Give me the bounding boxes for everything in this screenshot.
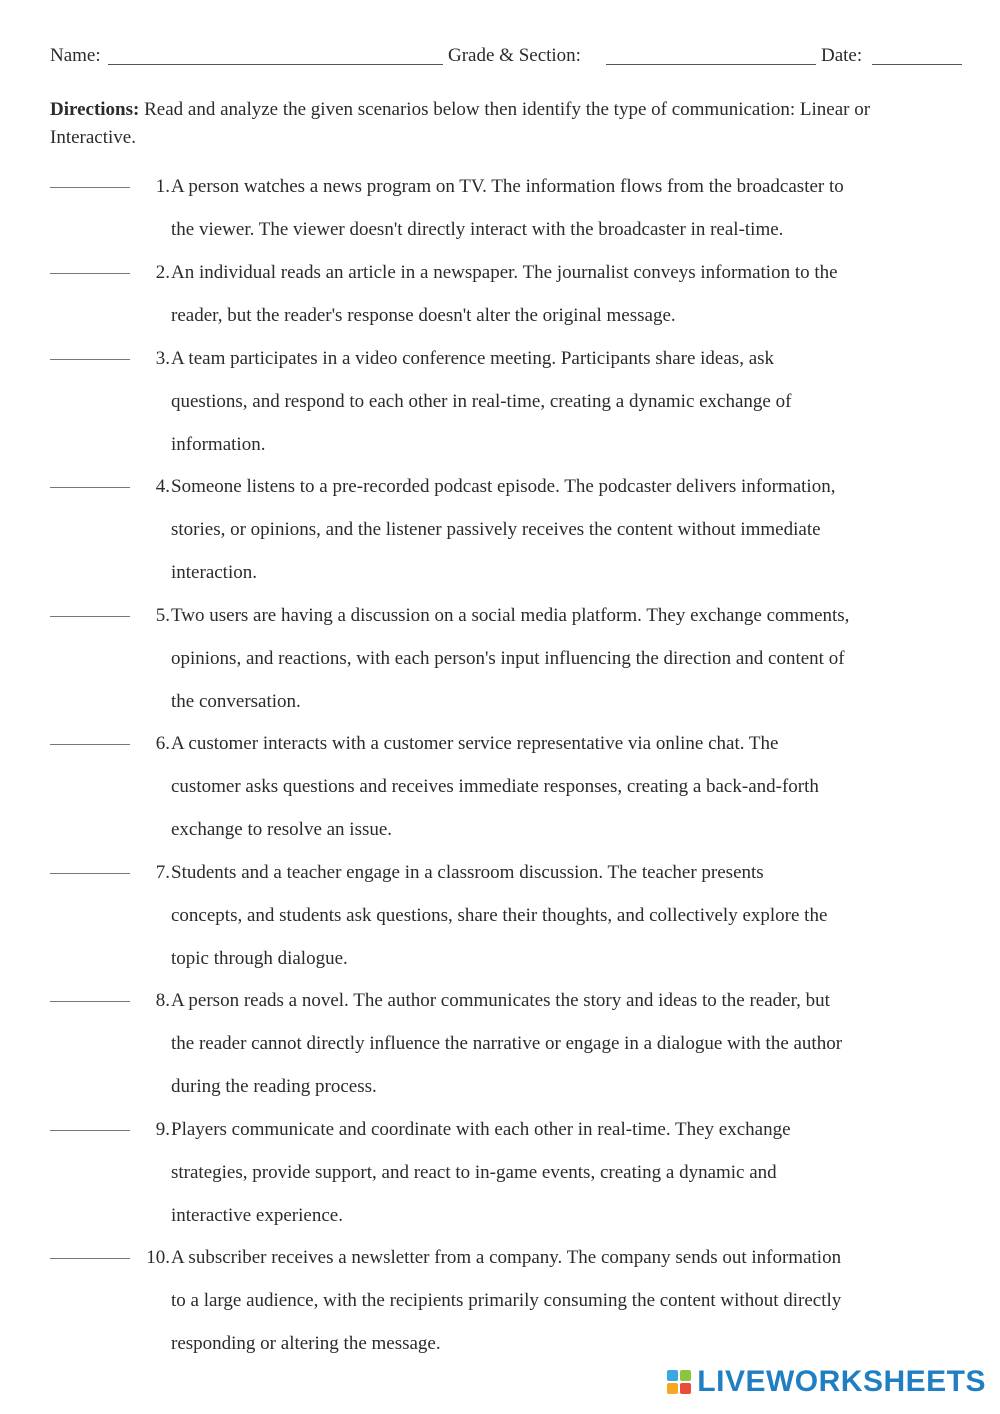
- item-text: A team participates in a video conference meeting. Participants share ideas, ask questions, and respond to each other in real-time, creating a dynamic exchange of information.: [171, 348, 792, 455]
- header-row: [50, 42, 962, 70]
- logo-block: [667, 1383, 678, 1394]
- answer-blank[interactable]: [50, 1258, 130, 1259]
- item-text: A person reads a novel. The author communicates the story and ideas to the reader, but the reader cannot directly influence the narrative or engage in a dialogue with the author during the reading process.: [171, 990, 843, 1097]
- brand-text: LIVEWORKSHEETS: [697, 1365, 986, 1398]
- name-field[interactable]: [108, 64, 443, 65]
- item-text: A person watches a news program on TV. The information flows from the broadcaster to the viewer. The viewer doesn't directly interact with the broadcaster in real-time.: [171, 176, 844, 240]
- directions-label: Directions:: [50, 99, 140, 120]
- answer-blank[interactable]: [50, 1001, 130, 1002]
- item-number: 9.: [155, 1119, 170, 1140]
- item-text: Two users are having a discussion on a social media platform. They exchange comments, opinions, and reactions, with each person's input influencing the direction and content of the conversation.: [171, 605, 850, 712]
- answer-blank[interactable]: [50, 873, 130, 874]
- directions: [50, 96, 950, 152]
- grade-section-field[interactable]: [606, 64, 816, 65]
- item-number: 8.: [155, 990, 170, 1011]
- item-number: 1.: [155, 176, 170, 197]
- item-text: A subscriber receives a newsletter from a company. The company sends out information to a large audience, with the recipients primarily consuming the content without directly responding or altering the message.: [171, 1247, 842, 1354]
- logo-block: [667, 1370, 678, 1381]
- item-number: 5.: [155, 605, 170, 626]
- item-number: 4.: [155, 476, 170, 497]
- directions-text: Read and analyze the given scenarios below then identify the type of communication: Linear or Interactive.: [50, 99, 871, 148]
- item-number: 10.: [146, 1247, 170, 1268]
- answer-blank[interactable]: [50, 487, 130, 488]
- item-number: 3.: [155, 348, 170, 369]
- answer-blank[interactable]: [50, 616, 130, 617]
- answer-blank[interactable]: [50, 187, 130, 188]
- item-text: An individual reads an article in a newspaper. The journalist conveys information to the reader, but the reader's response doesn't alter the original message.: [171, 262, 838, 326]
- item-text: Someone listens to a pre-recorded podcast episode. The podcaster delivers information, stories, or opinions, and the listener passively receives the content without immediate interaction.: [171, 476, 836, 583]
- date-label: Date:: [821, 45, 863, 66]
- logo-blocks-icon: [667, 1370, 691, 1394]
- answer-blank[interactable]: [50, 359, 130, 360]
- answer-blank[interactable]: [50, 273, 130, 274]
- answer-blank[interactable]: [50, 744, 130, 745]
- date-field[interactable]: [872, 64, 962, 65]
- logo-block: [680, 1370, 691, 1381]
- item-number: 7.: [155, 862, 170, 883]
- name-label: Name:: [50, 45, 101, 66]
- grade-section-label: Grade & Section:: [448, 45, 581, 66]
- item-number: 6.: [155, 733, 170, 754]
- liveworksheets-logo: [667, 1364, 986, 1400]
- item-text: Players communicate and coordinate with each other in real-time. They exchange strategies, provide support, and react to in-game events, creating a dynamic and interactive experience.: [171, 1119, 791, 1226]
- logo-block: [680, 1383, 691, 1394]
- item-text: Students and a teacher engage in a classroom discussion. The teacher presents concepts, and students ask questions, share their thoughts, and collectively explore the topic through dialogue.: [171, 862, 828, 969]
- item-text: A customer interacts with a customer service representative via online chat. The customer asks questions and receives immediate responses, creating a back-and-forth exchange to resolve an issue.: [171, 733, 819, 840]
- item-number: 2.: [155, 262, 170, 283]
- answer-blank[interactable]: [50, 1130, 130, 1131]
